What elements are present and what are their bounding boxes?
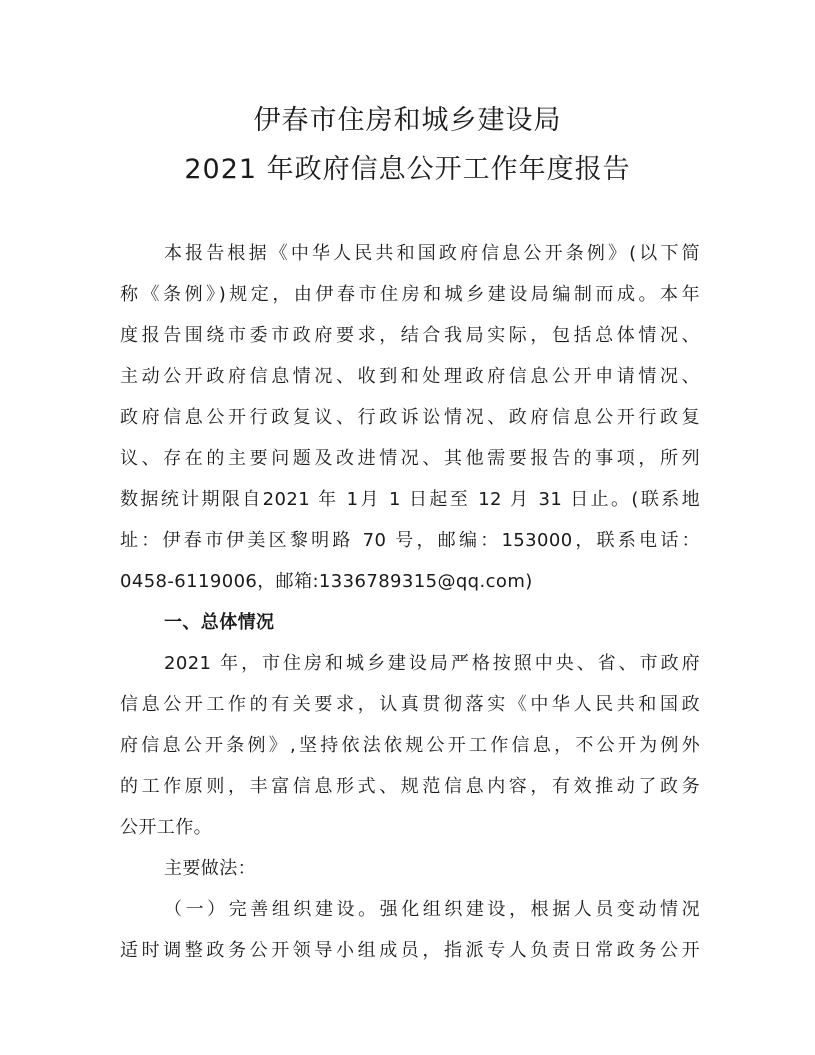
overview-line-3: 府信息公开条例》,坚持依法依规公开工作信息，不公开为例外 [120, 735, 700, 756]
method-item-1-line-1: （一）完善组织建设。强化组织建设，根据人员变动情况 [164, 899, 700, 920]
intro-line-9: 0458-6119006，邮箱:1336789315@qq.com) [120, 571, 533, 592]
overview-line-5: 公开工作。 [120, 817, 212, 838]
intro-line-6: 议、存在的主要问题及改进情况、其他需要报告的事项，所列 [120, 448, 700, 469]
intro-line-1: 本报告根据《中华人民共和国政府信息公开条例》(以下简 [164, 243, 700, 264]
overview-line-2: 信息公开工作的有关要求，认真贯彻落实《中华人民共和国政 [120, 694, 700, 715]
overview-line-4: 的工作原则，丰富信息形式、规范信息内容，有效推动了政务 [120, 776, 700, 797]
intro-line-2: 称《条例》)规定，由伊春市住房和城乡建设局编制而成。本年 [120, 284, 700, 305]
overview-line-1: 2021 年，市住房和城乡建设局严格按照中央、省、市政府 [164, 653, 700, 674]
intro-line-8: 址：伊春市伊美区黎明路 70 号，邮编：153000，联系电话： [120, 530, 700, 551]
report-title-line-2: 2021 年政府信息公开工作年度报告 [184, 154, 631, 185]
intro-line-5: 政府信息公开行政复议、行政诉讼情况、政府信息公开行政复 [120, 407, 700, 428]
main-methods-label: 主要做法： [164, 858, 256, 879]
intro-line-7: 数据统计期限自2021 年 1月 1 日起至 12 月 31 日止。(联系地 [120, 489, 700, 510]
intro-line-3: 度报告围绕市委市政府要求，结合我局实际，包括总体情况、 [120, 325, 700, 346]
intro-line-4: 主动公开政府信息情况、收到和处理政府信息公开申请情况、 [120, 366, 700, 387]
report-title-line-1: 伊春市住房和城乡建设局 [253, 105, 562, 136]
section-heading-overview: 一、总体情况 [164, 612, 275, 633]
method-item-1-line-2: 适时调整政务公开领导小组成员，指派专人负责日常政务公开 [120, 940, 700, 961]
